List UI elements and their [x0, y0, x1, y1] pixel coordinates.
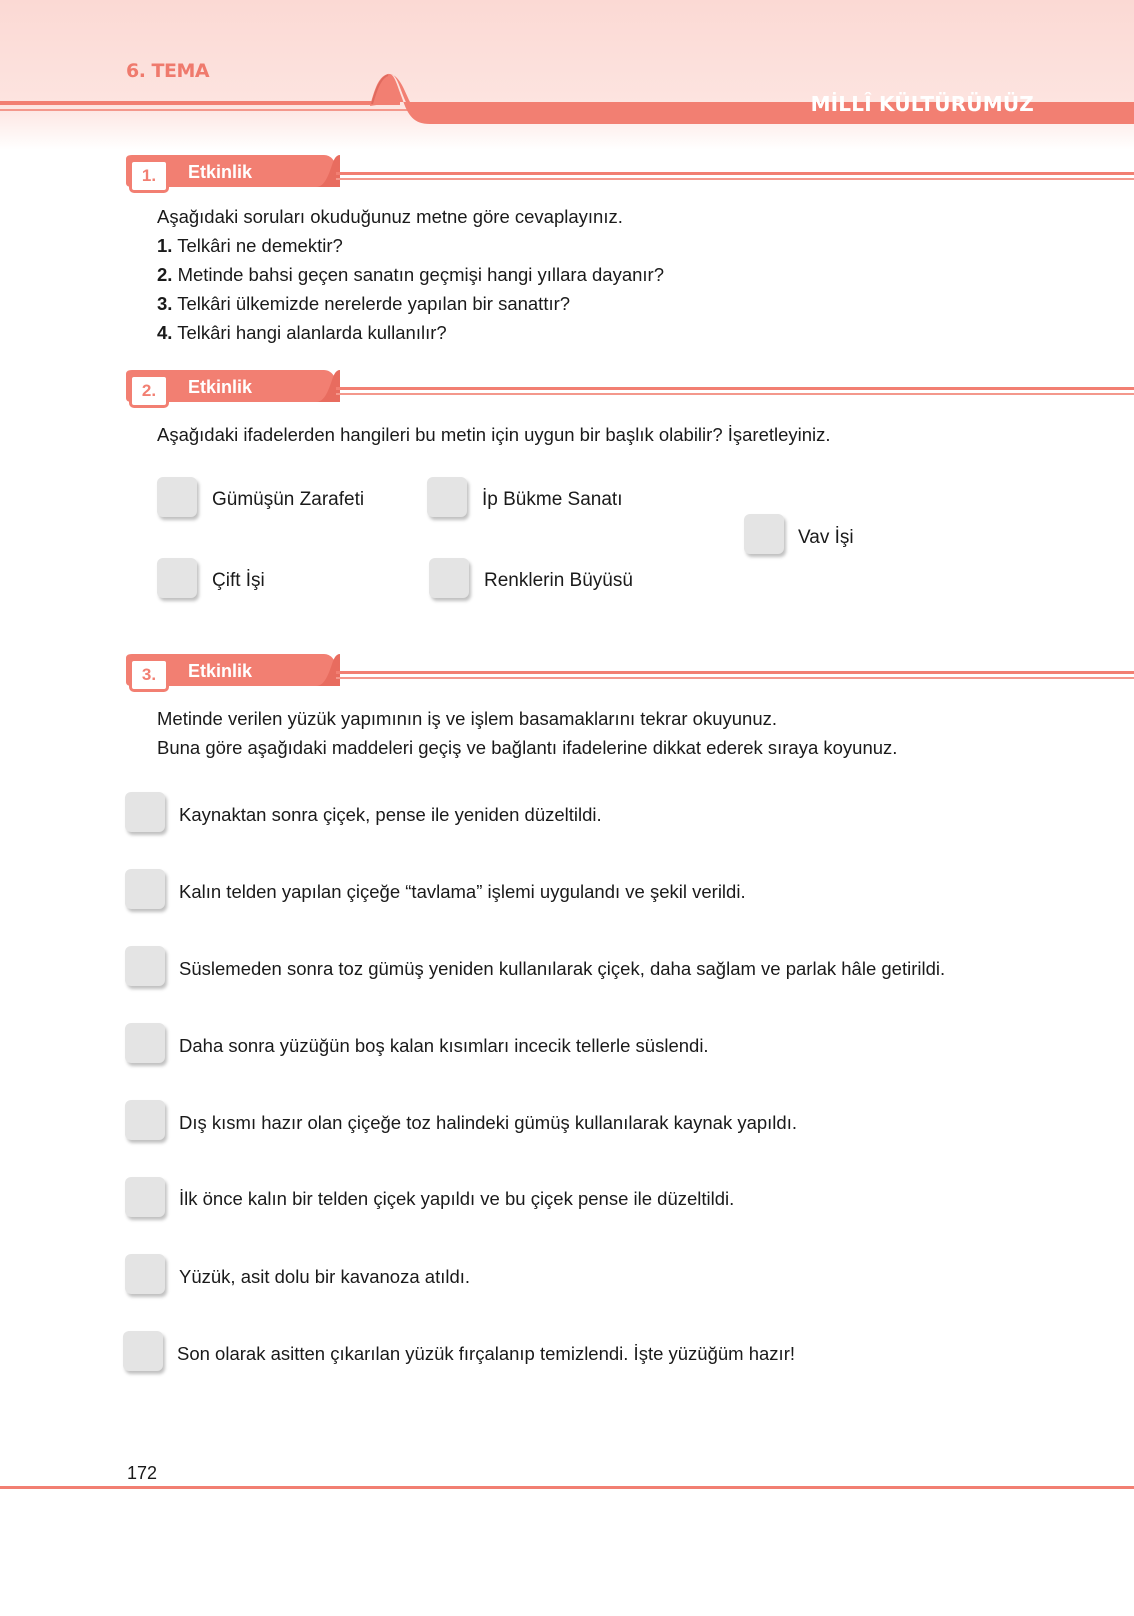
option-label: Vav İşi — [798, 527, 854, 548]
step-text: Süslemeden sonra toz gümüş yeniden kullanılarak çiçek, daha sağlam ve parlak hâle getirildi. — [179, 958, 946, 979]
question-number: 3. — [157, 293, 173, 314]
step-order-box[interactable] — [125, 1177, 165, 1217]
theme-line-thin — [0, 109, 410, 111]
question-text: Telkâri hangi alanlarda kullanılır? — [172, 322, 447, 343]
section-2-rule — [336, 387, 1134, 390]
option-label: Çift İşi — [212, 570, 265, 591]
step-order-box[interactable] — [123, 1331, 163, 1371]
step-text: Dış kısmı hazır olan çiçeğe toz halindeki gümüş kullanılarak kaynak yapıldı. — [179, 1112, 797, 1133]
section-3-number: 3. — [129, 658, 169, 692]
step-order-box[interactable] — [125, 792, 165, 832]
question-1 — [157, 235, 343, 257]
question-number: 1. — [157, 235, 173, 256]
step-text: Kalın telden yapılan çiçeğe “tavlama” işlemi uygulandı ve şekil verildi. — [179, 881, 746, 902]
question-number: 2. — [157, 264, 173, 285]
section-1-label: Etkinlik — [188, 162, 253, 182]
question-text: Telkâri ne demektir? — [172, 235, 343, 256]
step-text: Kaynaktan sonra çiçek, pense ile yeniden düzeltildi. — [179, 804, 602, 825]
step-text: İlk önce kalın bir telden çiçek yapıldı ve bu çiçek pense ile düzeltildi. — [179, 1188, 735, 1209]
step-order-box[interactable] — [125, 1100, 165, 1140]
section-3-intro-line-1: Metinde verilen yüzük yapımının iş ve işlem basamaklarını tekrar okuyunuz. — [157, 708, 778, 729]
question-2 — [157, 264, 664, 286]
step-text: Son olarak asitten çıkarılan yüzük fırçalanıp temizlendi. İşte yüzüğüm hazır! — [177, 1343, 795, 1364]
option-label: İp Bükme Sanatı — [482, 489, 623, 510]
option-checkbox[interactable] — [157, 477, 197, 517]
question-3 — [157, 293, 570, 315]
step-order-box[interactable] — [125, 869, 165, 909]
section-2-number: 2. — [129, 374, 169, 408]
section-2-intro: Aşağıdaki ifadelerden hangileri bu metin için uygun bir başlık olabilir? İşaretleyiniz. — [157, 424, 831, 445]
section-2-label: Etkinlik — [188, 377, 253, 397]
option-checkbox[interactable] — [157, 558, 197, 598]
step-order-box[interactable] — [125, 946, 165, 986]
section-3-header — [126, 654, 1036, 694]
page-number: 172 — [127, 1463, 158, 1483]
section-2-rule-thin — [336, 393, 1134, 395]
option-label: Gümüşün Zarafeti — [212, 489, 365, 510]
option-label: Renklerin Büyüsü — [484, 570, 633, 591]
step-order-box[interactable] — [125, 1023, 165, 1063]
step-order-box[interactable] — [125, 1254, 165, 1294]
section-1-header — [126, 155, 1036, 195]
question-text: Telkâri ülkemizde nerelerde yapılan bir sanattır? — [172, 293, 571, 314]
question-4 — [157, 322, 447, 344]
question-text: Metinde bahsi geçen sanatın geçmişi hangi yıllara dayanır? — [172, 264, 665, 285]
theme-line — [0, 101, 400, 105]
theme-label: 6. TEMA — [126, 60, 210, 82]
section-1-rule — [336, 172, 1134, 175]
section-3-rule — [336, 671, 1134, 674]
step-text: Yüzük, asit dolu bir kavanoza atıldı. — [179, 1266, 471, 1287]
section-3-rule-thin — [336, 677, 1134, 679]
section-1-number: 1. — [129, 159, 169, 193]
section-1-rule-thin — [336, 178, 1134, 180]
option-checkbox[interactable] — [429, 558, 469, 598]
section-2-header — [126, 370, 1036, 410]
step-text: Daha sonra yüzüğün boş kalan kısımları incecik tellerle süslendi. — [179, 1035, 709, 1056]
question-number: 4. — [157, 322, 173, 343]
option-checkbox[interactable] — [427, 477, 467, 517]
option-checkbox[interactable] — [744, 514, 784, 554]
section-3-label: Etkinlik — [188, 661, 253, 681]
footer-rule — [0, 1486, 1134, 1489]
section-3-intro-line-2: Buna göre aşağıdaki maddeleri geçiş ve bağlantı ifadelerine dikkat ederek sıraya koyunuz. — [157, 737, 898, 758]
section-1-intro: Aşağıdaki soruları okuduğunuz metne göre cevaplayınız. — [157, 206, 623, 227]
header-title: MİLLÎ KÜLTÜRÜMÜZ — [810, 92, 1034, 116]
